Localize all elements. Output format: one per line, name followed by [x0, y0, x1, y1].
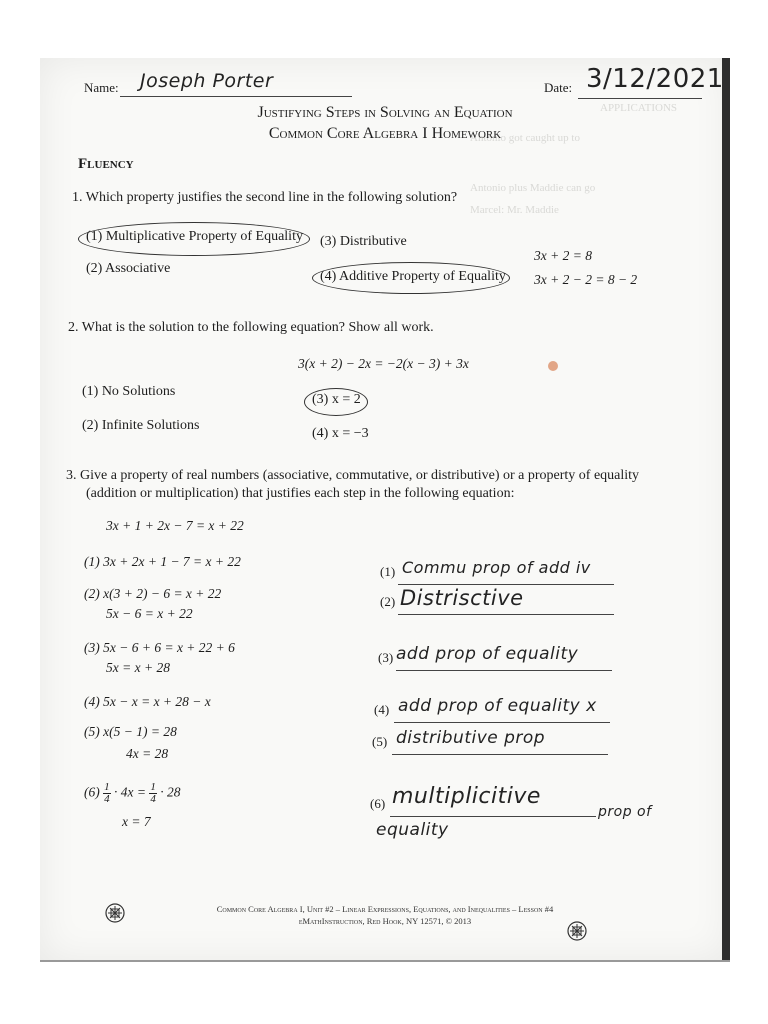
q3-step-2-result: 5x − 6 = x + 22	[106, 606, 193, 621]
q2-equation: 3(x + 2) − 2x = −2(x − 3) + 3x	[298, 356, 469, 371]
q1-work-line-1: 3x + 2 = 8	[534, 248, 592, 263]
bleed-through-text: APPLICATIONS	[600, 102, 678, 114]
q2-choice-3: (3) x = 2	[312, 392, 361, 407]
q2-choice-2: (2) Infinite Solutions	[82, 418, 200, 433]
q1-choice-1: (1) Multiplicative Property of Equality	[86, 229, 303, 244]
q3-step-6	[84, 782, 180, 805]
celtic-knot-logo-icon	[566, 920, 588, 942]
q3-step-1: (1) 3x + 2x + 1 − 7 = x + 22	[84, 554, 241, 569]
date-value: 3/12/2021	[586, 64, 724, 94]
question-1-prompt: 1. Which property justifies the second line in the following solution?	[72, 190, 458, 205]
question-2-prompt: 2. What is the solution to the following equation? Show all work.	[68, 320, 434, 335]
answer-line-3	[396, 670, 612, 671]
answer-5-handwriting: distributive prop	[396, 728, 546, 748]
section-heading: Fluency	[78, 156, 134, 172]
ink-smudge	[548, 361, 558, 371]
q3-step-6-result: x = 7	[122, 814, 151, 829]
answer-label-2: (2)	[380, 594, 396, 609]
footer-line-1: Common Core Algebra I, Unit #2 – Linear Expressions, Equations, and Inequalities – Lesson #4	[216, 904, 554, 914]
step-6-middle: · 4x =	[114, 784, 146, 800]
q2-choice-4: (4) x = −3	[312, 426, 369, 441]
footer-line-2: eMathInstruction, Red Hook, NY 12571, © 2013	[298, 916, 472, 926]
fraction-one-fourth	[149, 782, 157, 805]
question-3-prompt: 3. Give a property of real numbers (associative, commutative, or distributive) or a property of equality	[66, 468, 640, 483]
q3-step-3: (3) 5x − 6 + 6 = x + 22 + 6	[84, 640, 235, 655]
fraction-numerator: 1	[104, 781, 110, 793]
answer-4-handwriting: add prop of equality x	[398, 696, 597, 716]
worksheet-title: Justifying Steps in Solving an Equation	[257, 104, 513, 121]
bleed-through-text: Marcel: Mr. Maddie	[470, 204, 559, 216]
q1-choice-3: (3) Distributive	[320, 234, 407, 249]
q3-step-5-result: 4x = 28	[126, 746, 169, 761]
q1-choice-4: (4) Additive Property of Equality	[320, 269, 506, 284]
student-name: Joseph Porter	[140, 70, 274, 92]
fraction-denominator: 4	[150, 793, 156, 805]
q2-choice-1: (1) No Solutions	[82, 384, 176, 399]
fraction-denominator: 4	[104, 793, 110, 805]
date-underline	[578, 98, 702, 99]
bleed-through-text: Antonio plus Maddie can go	[470, 182, 596, 194]
q1-work-line-2: 3x + 2 − 2 = 8 − 2	[534, 272, 638, 287]
homework-page	[40, 58, 730, 962]
answer-3-handwriting: add prop of equality	[396, 644, 579, 664]
q3-step-3-result: 5x = x + 28	[106, 660, 170, 675]
answer-line-2	[398, 614, 614, 615]
q3-start-equation: 3x + 1 + 2x − 7 = x + 22	[106, 518, 244, 533]
answer-1-handwriting: Commu prop of add iv	[402, 558, 591, 577]
bleed-through-text: Antonio got caught up to	[470, 132, 580, 144]
page-bottom-edge	[40, 960, 730, 962]
answer-2-handwriting: Distrisctive	[400, 586, 524, 610]
answer-6-handwriting: multiplicitive	[392, 784, 541, 809]
q3-step-4: (4) 5x − x = x + 28 − x	[84, 694, 211, 709]
worksheet-subtitle: Common Core Algebra I Homework	[268, 125, 502, 142]
page-edge-shadow	[722, 58, 730, 962]
answer-label-3: (3)	[378, 650, 394, 665]
step-6-label: (6)	[84, 784, 100, 800]
q3-step-5: (5) x(5 − 1) = 28	[84, 724, 177, 739]
answer-label-5: (5)	[372, 734, 388, 749]
answer-line-6	[390, 816, 596, 817]
date-label: Date:	[544, 80, 573, 95]
fraction-numerator: 1	[150, 781, 156, 793]
q1-choice-2: (2) Associative	[86, 261, 171, 276]
fraction-one-fourth	[103, 782, 111, 805]
name-label: Name:	[84, 80, 119, 95]
answer-line-1	[398, 584, 614, 585]
answer-line-4	[394, 722, 610, 723]
question-3-prompt-cont: (addition or multiplication) that justifies each step in the following equation:	[86, 486, 515, 501]
answer-label-4: (4)	[374, 702, 390, 717]
answer-6-handwriting-line2: equality	[376, 820, 449, 840]
q3-step-2: (2) x(3 + 2) − 6 = x + 22	[84, 586, 222, 601]
answer-6-handwriting-cont: prop of	[598, 804, 652, 820]
step-6-end: · 28	[160, 784, 181, 800]
name-underline	[120, 96, 352, 97]
answer-label-6: (6)	[370, 796, 386, 811]
answer-label-1: (1)	[380, 564, 396, 579]
answer-line-5	[392, 754, 608, 755]
